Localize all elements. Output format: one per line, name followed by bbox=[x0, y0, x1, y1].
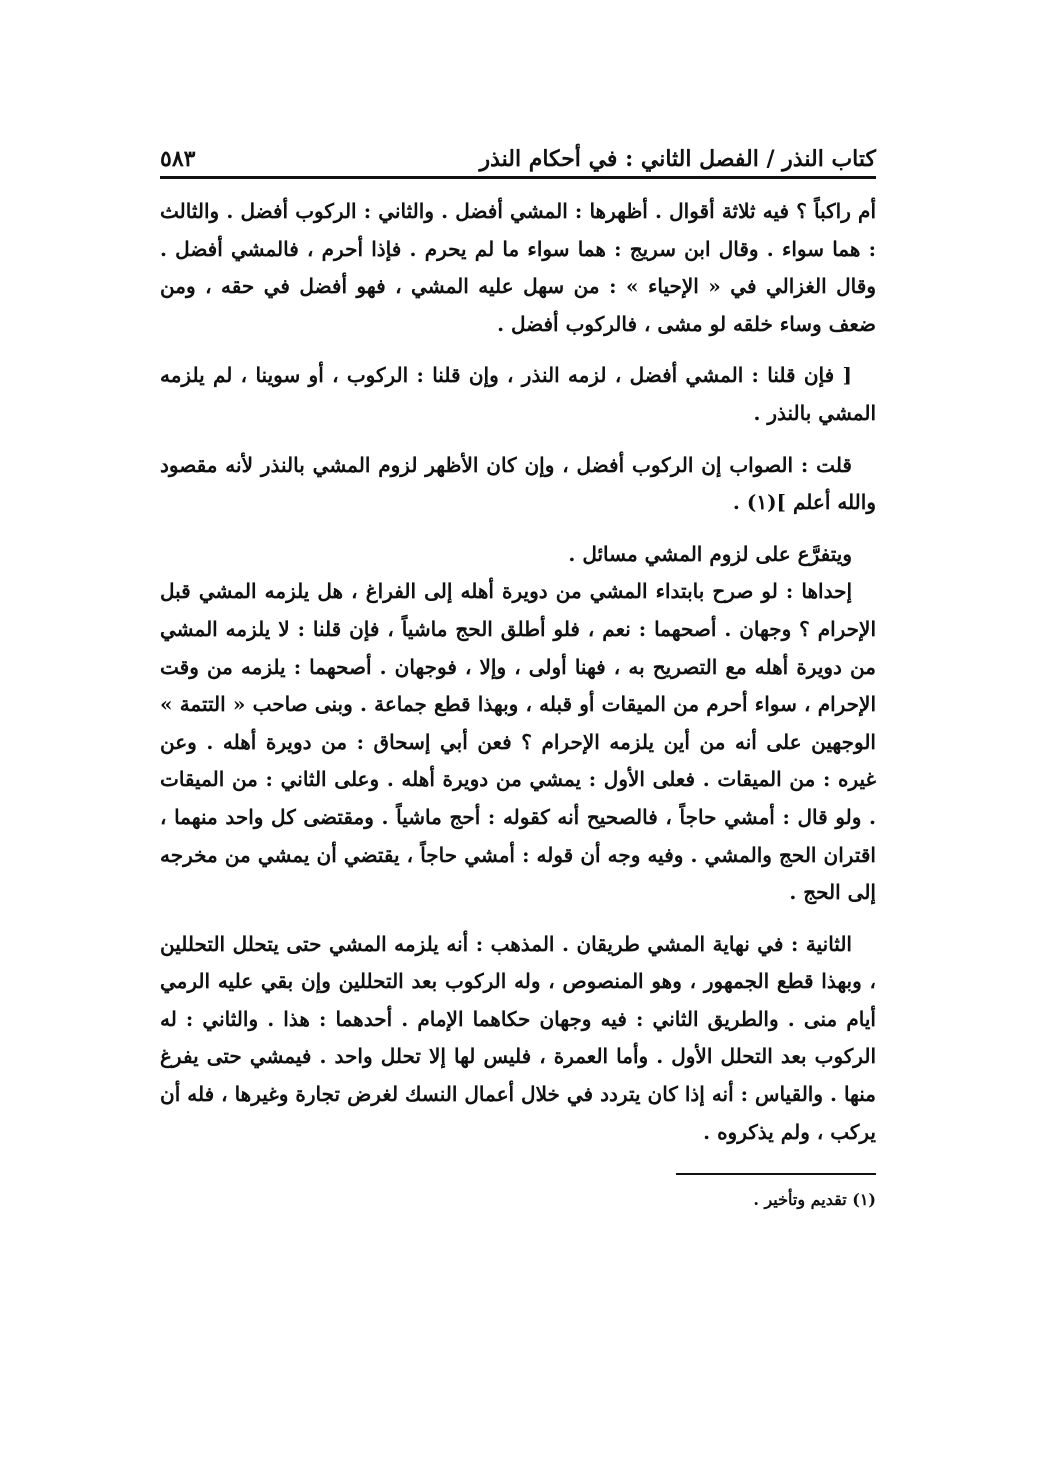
page-number: ٥٨٣ bbox=[160, 146, 196, 172]
paragraph-author-note: قلت : الصواب إن الركوب أفضل ، وإن كان الأظهر لزوم المشي بالنذر لأنه مقصود والله أعلم ](١) . bbox=[160, 452, 876, 515]
footnote-divider bbox=[676, 1173, 876, 1175]
paragraph-issues-intro: ويتفرَّع على لزوم المشي مسائل . bbox=[568, 541, 852, 566]
paragraph-second-issue: الثانية : في نهاية المشي طريقان . المذهب : أنه يلزمه المشي حتى يتحلل التحللين ، وبهذا قطع الجمهور ، وهو المنصوص ، وله الركوب بعد التحللين وإن بقي عليه الرمي أيام منى . والطريق الثاني : فيه وجهان حكاهما الإمام . أحدهما : هذا . والثاني : له الركوب بعد التحلل الأول . وأما العمرة ، فليس لها إلا تحلل واحد . فيمشي حتى يفرغ منها . والقياس : أنه إذا كان يتردد في خلال أعمال النسك لغرض تجارة وغيرها ، فله أن يركب ، ولم يذكروه . bbox=[160, 931, 876, 1144]
paragraph-walking-or-riding: أم راكباً ؟ فيه ثلاثة أقوال . أظهرها : المشي أفضل . والثاني : الركوب أفضل . والثالث : هما سواء . وقال ابن سريج : هما سواء ما لم يحرم . فإذا أحرم ، فالمشي أفضل . وقال الغزالي في « الإحياء » : من سهل عليه المشي ، فهو أفضل في حقه ، ومن ضعف وساء خلقه لو مشى ، فالركوب أفضل . bbox=[160, 199, 876, 336]
body-text bbox=[160, 193, 876, 1151]
document-page bbox=[160, 132, 876, 1213]
footnote: (١) تقديم وتأخير . bbox=[753, 1190, 876, 1210]
paragraph-first-issue: إحداها : لو صرح بابتداء المشي من دويرة أهله إلى الفراغ ، هل يلزمه المشي قبل الإحرام ؟ وجهان . أصحهما : نعم ، فلو أطلق الحج ماشياً ، فإن قلنا : لا يلزمه المشي من دويرة أهله مع التصريح به ، فهنا أولى ، وإلا ، فوجهان . أصحهما : يلزمه من وقت الإحرام ، سواء أحرم من الميقات أو قبله ، وبهذا قطع جماعة . وبنى صاحب « التتمة » الوجهين على أنه من أين يلزمه الإحرام ؟ فعن أبي إسحاق : من دويرة أهله . وعن غيره : من الميقات . فعلى الأول : يمشي من دويرة أهله . وعلى الثاني : من الميقات . ولو قال : أمشي حاجاً ، فالصحيح أنه كقوله : أحج ماشياً . ومقتضى كل واحد منهما ، اقتران الحج والمشي . وفيه وجه أن قوله : أمشي حاجاً ، يقتضي أن يمشي من مخرجه إلى الحج . bbox=[160, 579, 877, 905]
page-header bbox=[160, 132, 876, 179]
running-title: كتاب النذر / الفصل الثاني : في أحكام النذر bbox=[479, 146, 876, 172]
paragraph-bracketed-addition: [ فإن قلنا : المشي أفضل ، لزمه النذر ، وإن قلنا : الركوب ، أو سوينا ، لم يلزمه المشي بالنذر . bbox=[160, 363, 876, 425]
